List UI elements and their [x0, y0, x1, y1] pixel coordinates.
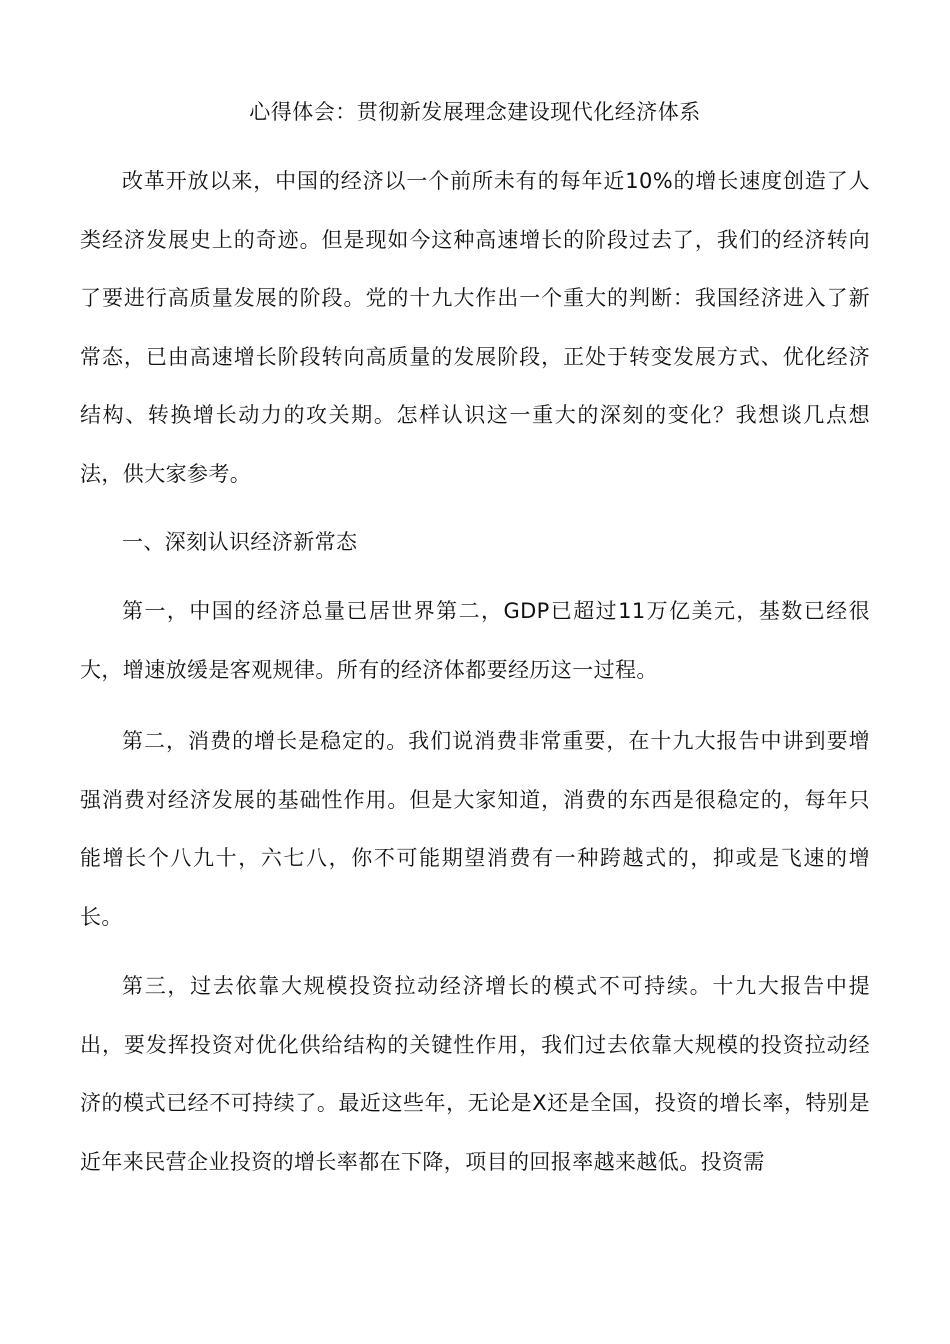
intro-paragraph: 改革开放以来，中国的经济以一个前所未有的每年近10%的增长速度创造了人类经济发展史上的奇迹。但是现如今这种高速增长的阶段过去了，我们的经济转向了要进行高质量发展的阶段。党的十九大作出一个重大的判断：我国经济进入了新常态，已由高速增长阶段转向高质量的发展阶段，正处于转变发展方式、优化经济结构、转换增长动力的攻关期。怎样认识这一重大的深刻的变化？我想谈几点想法，供大家参考。 — [80, 169, 870, 486]
paragraph-point-2: 第二，消费的增长是稳定的。我们说消费非常重要，在十九大报告中讲到要增强消费对经济发展的基础性作用。但是大家知道，消费的东西是很稳定的，每年只能增长个八九十，六七八，你不可能期望消费有一种跨越式的，抑或是飞速的增长。 — [80, 729, 870, 929]
section-heading: 一、深刻认识经济新常态 — [122, 530, 358, 554]
document-title: 心得体会：贯彻新发展理念建设现代化经济体系 — [249, 100, 701, 124]
paragraph-point-1: 第一，中国的经济总量已居世界第二，GDP已超过11万亿美元，基数已经很大，增速放缓是客观规律。所有的经济体都要经历这一过程。 — [80, 599, 870, 682]
paragraph-point-3: 第三，过去依靠大规模投资拉动经济增长的模式不可持续。十九大报告中提出，要发挥投资对优化供给结构的关键性作用，我们过去依靠大规模的投资拉动经济的模式已经不可持续了。最近这些年，无论是X还是全国，投资的增长率，特别是近年来民营企业投资的增长率都在下降，项目的回报率越来越低。投资需 — [80, 974, 870, 1174]
